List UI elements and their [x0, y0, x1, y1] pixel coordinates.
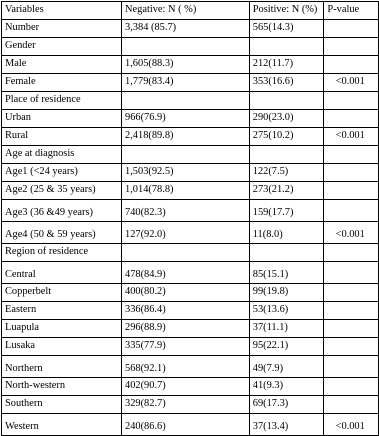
positive-cell: 159(17.7) [249, 200, 324, 222]
statistics-table [1, 1, 379, 436]
empty-cell [122, 146, 250, 164]
p-value-cell: <0.001 [324, 222, 379, 244]
positive-cell: 37(11.1) [249, 320, 324, 338]
positive-cell: 275(10.2) [249, 128, 324, 146]
variable-cell: Copperbelt [2, 284, 122, 302]
table-row [2, 262, 379, 284]
negative-cell: 335(77.9) [122, 338, 250, 356]
section-label: Gender [2, 38, 122, 56]
p-value-cell [324, 378, 379, 396]
p-value-cell [324, 396, 379, 414]
positive-cell: 85(15.1) [249, 262, 324, 284]
negative-cell: 402(90.7) [122, 378, 250, 396]
table-row [2, 320, 379, 338]
p-value-cell [324, 302, 379, 320]
negative-cell: 478(84.9) [122, 262, 250, 284]
negative-cell: 296(88.9) [122, 320, 250, 338]
empty-cell [249, 92, 324, 110]
negative-cell: 400(80.2) [122, 284, 250, 302]
empty-cell [324, 146, 379, 164]
p-value-cell [324, 262, 379, 284]
negative-cell: 1,605(88.3) [122, 56, 250, 74]
variable-cell: Urban [2, 110, 122, 128]
variable-cell: Female [2, 74, 122, 92]
positive-cell: 69(17.3) [249, 396, 324, 414]
variable-cell: Western [2, 414, 122, 436]
table-row [2, 20, 379, 38]
variable-cell: Age2 (25 & 35 years) [2, 182, 122, 200]
variable-cell: Lusaka [2, 338, 122, 356]
empty-cell [249, 244, 324, 262]
header-negative: Negative: N ( %) [122, 2, 250, 20]
positive-cell: 273(21.2) [249, 182, 324, 200]
positive-cell: 41(9.3) [249, 378, 324, 396]
table-row [2, 164, 379, 182]
section-row [2, 92, 379, 110]
negative-cell: 3,384 (85.7) [122, 20, 250, 38]
negative-cell: 336(86.4) [122, 302, 250, 320]
p-value-cell [324, 320, 379, 338]
negative-cell: 329(82.7) [122, 396, 250, 414]
negative-cell: 1,779(83.4) [122, 74, 250, 92]
variable-cell: Age4 (50 & 59 years) [2, 222, 122, 244]
p-value-cell: <0.001 [324, 74, 379, 92]
table-row [2, 302, 379, 320]
p-value-cell [324, 164, 379, 182]
variable-cell: Eastern [2, 302, 122, 320]
variable-cell: Central [2, 262, 122, 284]
empty-cell [122, 92, 250, 110]
table-body [2, 2, 379, 436]
positive-cell: 290(23.0) [249, 110, 324, 128]
section-row [2, 38, 379, 56]
negative-cell: 240(86.6) [122, 414, 250, 436]
variable-cell: Number [2, 20, 122, 38]
section-label: Age at diagnosis [2, 146, 122, 164]
table-row [2, 128, 379, 146]
negative-cell: 1,014(78.8) [122, 182, 250, 200]
p-value-cell [324, 338, 379, 356]
positive-cell: 37(13.4) [249, 414, 324, 436]
positive-cell: 49(7.9) [249, 356, 324, 378]
empty-cell [324, 38, 379, 56]
section-row [2, 244, 379, 262]
empty-cell [324, 244, 379, 262]
positive-cell: 53(13.6) [249, 302, 324, 320]
negative-cell: 2,418(89.8) [122, 128, 250, 146]
variable-cell: Rural [2, 128, 122, 146]
section-row [2, 146, 379, 164]
variable-cell: Southern [2, 396, 122, 414]
table-row [2, 396, 379, 414]
section-label: Region of residence [2, 244, 122, 262]
table-row [2, 182, 379, 200]
table-header-row [2, 2, 379, 20]
table-row [2, 56, 379, 74]
p-value-cell [324, 200, 379, 222]
negative-cell: 966(76.9) [122, 110, 250, 128]
table-row [2, 222, 379, 244]
positive-cell: 99(19.8) [249, 284, 324, 302]
table-row [2, 378, 379, 396]
header-positive: Positive: N (%) [249, 2, 324, 20]
header-variables: Variables [2, 2, 122, 20]
table-row [2, 200, 379, 222]
variable-cell: Age1 (<24 years) [2, 164, 122, 182]
table-row [2, 356, 379, 378]
variable-cell: Male [2, 56, 122, 74]
header-p-value: P-value [324, 2, 379, 20]
positive-cell: 565(14.3) [249, 20, 324, 38]
positive-cell: 11(8.0) [249, 222, 324, 244]
empty-cell [122, 244, 250, 262]
p-value-cell [324, 20, 379, 38]
variable-cell: Northern [2, 356, 122, 378]
table-row [2, 284, 379, 302]
p-value-cell [324, 284, 379, 302]
p-value-cell [324, 356, 379, 378]
variable-cell: North-western [2, 378, 122, 396]
positive-cell: 212(11.7) [249, 56, 324, 74]
negative-cell: 127(92.0) [122, 222, 250, 244]
negative-cell: 1,503(92.5) [122, 164, 250, 182]
variable-cell: Age3 (36 &49 years) [2, 200, 122, 222]
table-row [2, 414, 379, 436]
p-value-cell: <0.001 [324, 128, 379, 146]
positive-cell: 353(16.6) [249, 74, 324, 92]
table-row [2, 338, 379, 356]
p-value-cell [324, 110, 379, 128]
table-row [2, 74, 379, 92]
p-value-cell: <0.001 [324, 414, 379, 436]
empty-cell [122, 38, 250, 56]
p-value-cell [324, 182, 379, 200]
positive-cell: 95(22.1) [249, 338, 324, 356]
section-label: Place of residence [2, 92, 122, 110]
variable-cell: Luapula [2, 320, 122, 338]
negative-cell: 568(92.1) [122, 356, 250, 378]
empty-cell [249, 146, 324, 164]
negative-cell: 740(82.3) [122, 200, 250, 222]
empty-cell [324, 92, 379, 110]
positive-cell: 122(7.5) [249, 164, 324, 182]
empty-cell [249, 38, 324, 56]
table-row [2, 110, 379, 128]
p-value-cell [324, 56, 379, 74]
